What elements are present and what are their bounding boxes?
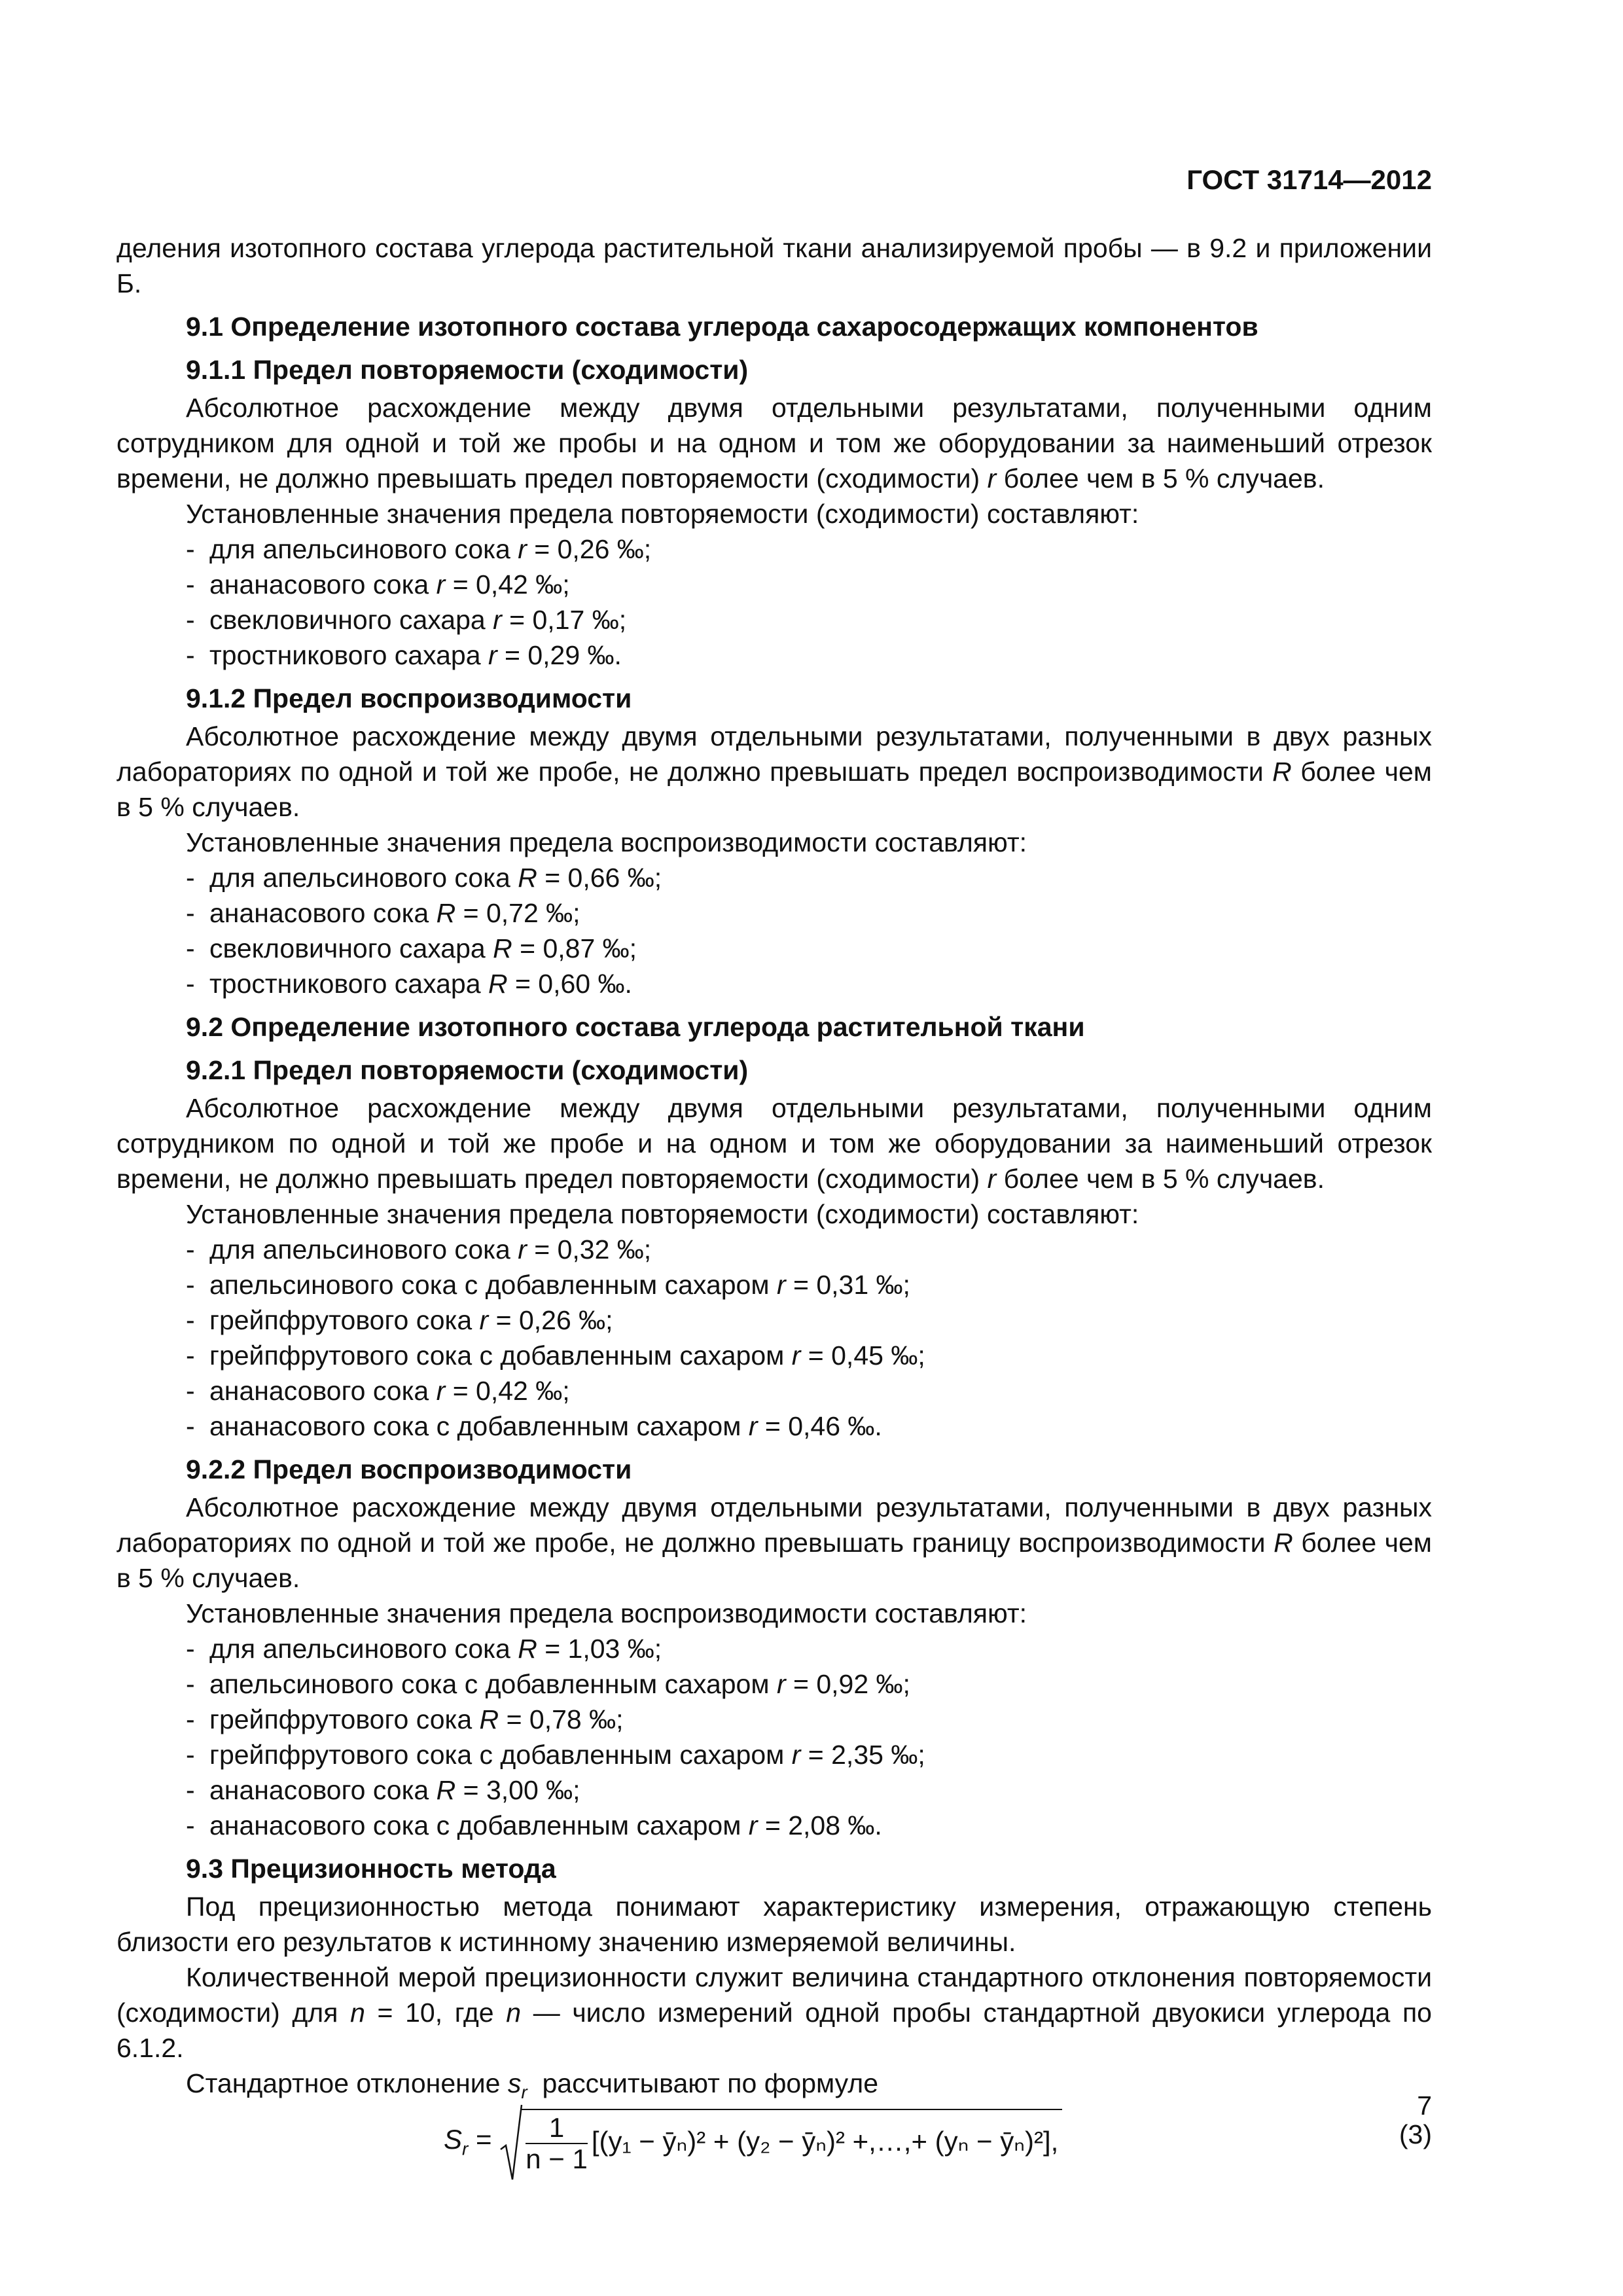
list-item: - ананасового сока R = 0,72 ‰; [186,898,580,928]
list-item: - грейпфрутового сока с добавленным сахаром r = 2,35 ‰; [186,1740,925,1770]
list-9-2-2 [116,1631,1432,1843]
list-item: - тростникового сахара R = 0,60 ‰. [186,969,632,999]
section-9-1-title: 9.1 Определение изотопного состава углерода сахаросодержащих компонентов [186,312,1258,342]
section-9-1-1-lead: Установленные значения предела повторяемости (сходимости) составляют: [186,499,1139,529]
list-item: - грейпфрутового сока с добавленным сахаром r = 0,45 ‰; [186,1340,925,1371]
formula-terms: [(y₁ − ȳₙ)² + (y₂ − ȳₙ)² +,…,+ (yₙ − ȳₙ)²], [591,2126,1059,2157]
section-9-2-2-title: 9.2.2 Предел воспроизводимости [186,1454,632,1484]
section-9-1-2-title: 9.1.2 Предел воспроизводимости [186,683,632,713]
list-item: - свекловичного сахара r = 0,17 ‰; [186,605,627,635]
list-item: - апельсинового сока с добавленным сахаром r = 0,92 ‰; [186,1669,910,1699]
section-9-2-2-lead: Установленные значения предела воспроизводимости составляют: [186,1598,1027,1628]
section-9-3-paragraph-1: Под прецизионностью метода понимают характеристику измерения, отражающую степень близости его результатов к истинному значению измеряемой величины. [116,1892,1432,1957]
list-item: - грейпфрутового сока r = 0,26 ‰; [186,1305,613,1335]
section-9-3-paragraph-2: Количественной мерой прецизионности служит величина стандартного отклонения повторяемости (сходимости) для n = 10, где n — число измерений одной пробы стандартной двуокиси углерода по 6.1.2. [116,1962,1432,2063]
list-item: - ананасового сока r = 0,42 ‰; [186,1376,570,1406]
list-9-1-2 [116,860,1432,1001]
list-item: - для апельсинового сока R = 1,03 ‰; [186,1634,662,1664]
fraction: $\frac{1}{n - 1}$ [526,2112,588,2174]
square-root [499,2109,1062,2174]
list-9-2-1 [116,1232,1432,1444]
formula-number: (3) [1399,2119,1432,2149]
page-number: 7 [1417,2090,1432,2121]
section-9-1-2-lead: Установленные значения предела воспроизводимости составляют: [186,827,1027,857]
list-item: - апельсинового сока с добавленным сахаром r = 0,31 ‰; [186,1270,910,1300]
section-9-2-1-lead: Установленные значения предела повторяемости (сходимости) составляют: [186,1199,1139,1229]
list-item: - ананасового сока R = 3,00 ‰; [186,1775,580,1805]
section-9-1-2-paragraph: Абсолютное расхождение между двумя отдельными результатами, полученными в двух разных лабораториях по одной и той же пробе, не должно превышать предел воспроизводимости R более чем в 5 % случаев. [116,721,1432,822]
section-9-3-paragraph-3: Стандартное отклонение $s_r$ рассчитывают по формуле [186,2068,879,2103]
list-item: - свекловичного сахара R = 0,87 ‰; [186,933,637,963]
radicand [522,2109,1062,2174]
list-item: - ананасового сока с добавленным сахаром r = 2,08 ‰. [186,1810,882,1840]
section-9-2-1-paragraph: Абсолютное расхождение между двумя отдельными результатами, полученными одним сотрудником по одной и той же пробе и на одном и том же оборудовании за наименьший отрезок времени, не должно превышать предел повторяемости (сходимости) r более чем в 5 % случаев. [116,1093,1432,1194]
list-item: - грейпфрутового сока R = 0,78 ‰; [186,1704,624,1734]
list-item: - ананасового сока с добавленным сахаром r = 0,46 ‰. [186,1411,882,1441]
section-9-2-title: 9.2 Определение изотопного состава углерода растительной ткани [186,1012,1085,1042]
section-9-1-1-paragraph: Абсолютное расхождение между двумя отдельными результатами, полученными одним сотрудником для одной и той же пробы и на одном и том же оборудовании за наименьший отрезок времени, не должно превышать предел повторяемости (сходимости) r более чем в 5 % случаев. [116,393,1432,493]
list-item: - тростникового сахара r = 0,29 ‰. [186,640,622,670]
radical-sign-icon [499,2104,523,2182]
intro-paragraph: деления изотопного состава углерода растительной ткани анализируемой пробы — в 9.2 и приложении Б. [116,233,1432,298]
formula-expression: $S_r$ = $\frac{1}{n - 1}$ [(y₁ − ȳₙ)² + (y₂ − ȳₙ)² +,…,+ (yₙ − ȳₙ)²], [444,2109,1062,2174]
list-item: - для апельсинового сока r = 0,32 ‰; [186,1234,652,1265]
document-page [116,0,1432,2296]
section-9-1-1-title: 9.1.1 Предел повторяемости (сходимости) [186,355,749,385]
document-body [116,230,1432,2202]
standard-number: ГОСТ 31714—2012 [1186,164,1432,195]
list-9-1-1 [116,531,1432,673]
formula-3 [116,2104,1432,2202]
section-9-2-1-title: 9.2.1 Предел повторяемости (сходимости) [186,1055,749,1085]
section-9-3-title: 9.3 Прецизионность метода [186,1854,556,1884]
section-9-2-2-paragraph: Абсолютное расхождение между двумя отдельными результатами, полученными в двух разных лабораториях по одной и той же пробе, не должно превышать границу воспроизводимости R более чем в 5 % случаев. [116,1492,1432,1593]
list-item: - для апельсинового сока R = 0,66 ‰; [186,863,662,893]
list-item: - ананасового сока r = 0,42 ‰; [186,569,570,600]
list-item: - для апельсинового сока r = 0,26 ‰; [186,534,652,564]
